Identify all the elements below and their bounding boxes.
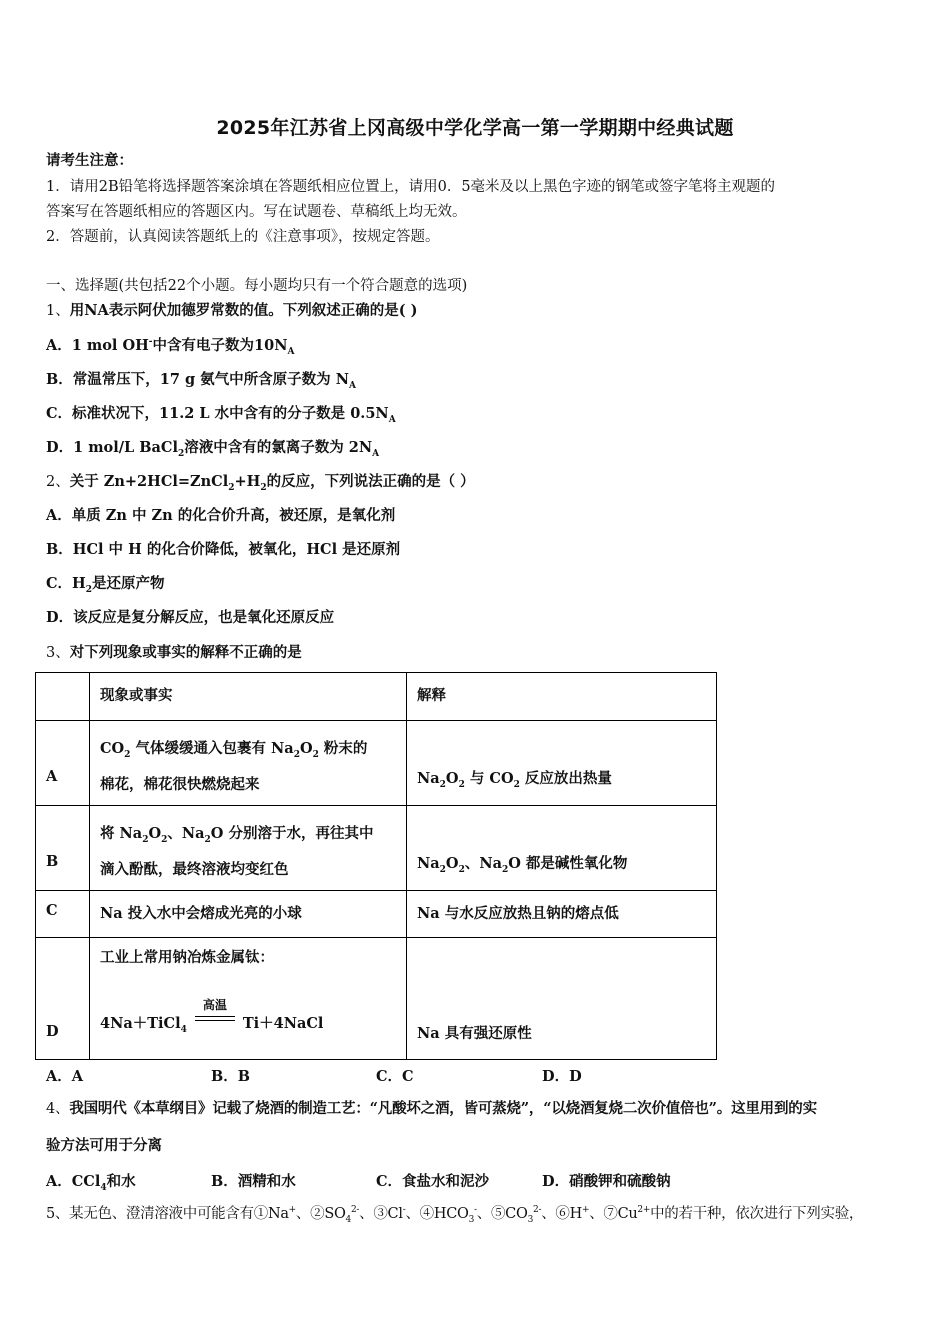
- table-cell: [90, 891, 407, 938]
- question-1-option-c[interactable]: C．标准状况下，11.2 L 水中含有的分子数是 $0.5N_A$: [46, 405, 396, 425]
- question-number: 3、: [46, 645, 70, 661]
- row-d-phenomenon: 工业上常用钠冶炼金属钛： 4Na＋TiCl$_4$ 高温 Ti＋4NaCl: [90, 938, 406, 1033]
- question-4-stem-line-2: 验方法可用于分离: [46, 1137, 162, 1154]
- question-3-option-d[interactable]: D．D: [542, 1068, 582, 1085]
- page-title: 2025年江苏省上冈高级中学化学高一第一学期期中经典试题: [216, 117, 734, 139]
- question-3-option-b[interactable]: B．B: [211, 1068, 251, 1085]
- notice-item-1-line-1: 1．请用2B铅笔将选择题答案涂填在答题纸相应位置上，请用0．5毫米及以上黑色字迹的钢笔或签字笔将主观题的: [46, 179, 776, 195]
- table-row: [36, 938, 717, 1060]
- notice-heading: 请考生注意：: [46, 152, 133, 169]
- question-number: 5、: [46, 1206, 70, 1222]
- question-3-option-c[interactable]: C．C: [376, 1068, 414, 1085]
- table-cell: [36, 673, 90, 721]
- table-cell: [36, 938, 90, 1060]
- section-heading: 一、选择题(共包括22个小题。每小题均只有一个符合题意的选项): [46, 278, 468, 294]
- question-1-option-a[interactable]: A．1 mol OH-中含有电子数为$10N_A$: [46, 337, 295, 357]
- question-2-option-a[interactable]: A．单质 Zn 中 Zn 的化合价升高，被还原，是氧化剂: [46, 507, 396, 524]
- question-number: 4、: [46, 1101, 70, 1117]
- row-c-explanation: Na 与水反应放热且钠的熔点低: [417, 905, 619, 922]
- row-c-phenomenon: Na 投入水中会熔成光亮的小球: [100, 905, 302, 922]
- reaction-arrow-icon: 高温: [195, 1010, 235, 1030]
- table-cell: [407, 673, 717, 721]
- question-4-option-d[interactable]: D．硝酸钾和硫酸钠: [542, 1173, 671, 1190]
- question-1-option-d[interactable]: D．1 mol/L BaCl$_2$溶液中含有的氯离子数为 $2N_A$: [46, 439, 380, 459]
- table-row: [36, 721, 717, 806]
- row-b-explanation: $Na_2O_2$、$Na_2O$ 都是碱性氧化物: [417, 855, 628, 875]
- table-cell: [407, 938, 717, 1060]
- table-cell: [36, 891, 90, 938]
- table-cell: [90, 721, 407, 806]
- question-3-stem: 3、对下列现象或事实的解释不正确的是: [46, 644, 302, 661]
- question-2-stem: 2、关于 $Zn+2HCl=ZnCl_2+H_2$的反应，下列说法正确的是（ ）: [46, 473, 475, 493]
- question-3-table: [35, 672, 717, 1060]
- table-cell: [90, 673, 407, 721]
- table-cell: [36, 721, 90, 806]
- question-text: 用NA表示阿伏加德罗常数的值。下列叙述正确的是( ): [69, 302, 418, 319]
- question-4-option-c[interactable]: C．食盐水和泥沙: [376, 1173, 490, 1190]
- table-cell: [90, 938, 407, 1060]
- question-1-option-b[interactable]: B．常温常压下，17 g 氨气中所含原子数为 $N_A$: [46, 371, 356, 391]
- header-phenomenon: 现象或事实: [100, 687, 173, 704]
- row-label: A: [46, 768, 58, 785]
- notice-item-2: 2．答题前，认真阅读答题纸上的《注意事项》，按规定答题。: [46, 229, 440, 245]
- row-b-phenomenon: 将 $Na_2O_2$、$Na_2O$ 分别溶于水，再往其中 滴入酚酞，最终溶液均变红色: [100, 825, 374, 878]
- header-explanation: 解释: [417, 687, 446, 704]
- table-row: [36, 806, 717, 891]
- row-d-explanation: Na 具有强还原性: [417, 1025, 532, 1042]
- question-2-option-b[interactable]: B．HCl 中 H 的化合价降低，被氧化，HCl 是还原剂: [46, 541, 401, 558]
- question-number: 1、: [46, 303, 70, 319]
- question-2-option-d[interactable]: D．该反应是复分解反应，也是氧化还原反应: [46, 609, 335, 626]
- table-cell: [90, 806, 407, 891]
- table-cell: [407, 806, 717, 891]
- row-label: D: [46, 1023, 59, 1040]
- question-4-stem-line-1: 4、我国明代《本草纲目》记载了烧酒的制造工艺：“凡酸坏之酒，皆可蒸烧”，“以烧酒复烧二次价值倍也”。这里用到的实: [46, 1100, 817, 1117]
- table-row: [36, 891, 717, 938]
- question-1-stem: [46, 301, 418, 321]
- row-a-explanation: $Na_2O_2$ 与 $CO_2$ 反应放出热量: [417, 770, 612, 790]
- question-2-option-c[interactable]: C．$H_2$是还原产物: [46, 575, 165, 595]
- table-cell: [407, 721, 717, 806]
- notice-item-1-line-2: 答案写在答题纸相应的答题区内。写在试题卷、草稿纸上均无效。: [46, 204, 467, 220]
- question-4-option-a[interactable]: A．CCl$_4$和水: [46, 1173, 136, 1193]
- row-a-phenomenon: $CO_2$ 气体缓缓通入包裹有 $Na_2O_2$ 粉末的 棉花，棉花很快燃烧起来: [100, 740, 368, 793]
- table-cell: [407, 891, 717, 938]
- question-5-stem: 5、某无色、澄清溶液中可能含有①Na+、$②SO_4^{2-}$、③Cl-、$④HCO_3^-$、$⑤CO_3^{2-}$、⑥H+、$⑦Cu^{2+}$中的若干种，依次进行下列实验，: [46, 1205, 864, 1225]
- table-cell: [36, 806, 90, 891]
- reaction-equation: 4Na＋TiCl$_4$ 高温 Ti＋4NaCl: [100, 998, 324, 1035]
- row-label: C: [46, 902, 58, 919]
- row-label: B: [46, 853, 59, 870]
- question-4-option-b[interactable]: B．酒精和水: [211, 1173, 296, 1190]
- table-header-row: [36, 673, 717, 721]
- question-3-option-a[interactable]: A．A: [46, 1068, 84, 1085]
- question-number: 2、: [46, 474, 70, 490]
